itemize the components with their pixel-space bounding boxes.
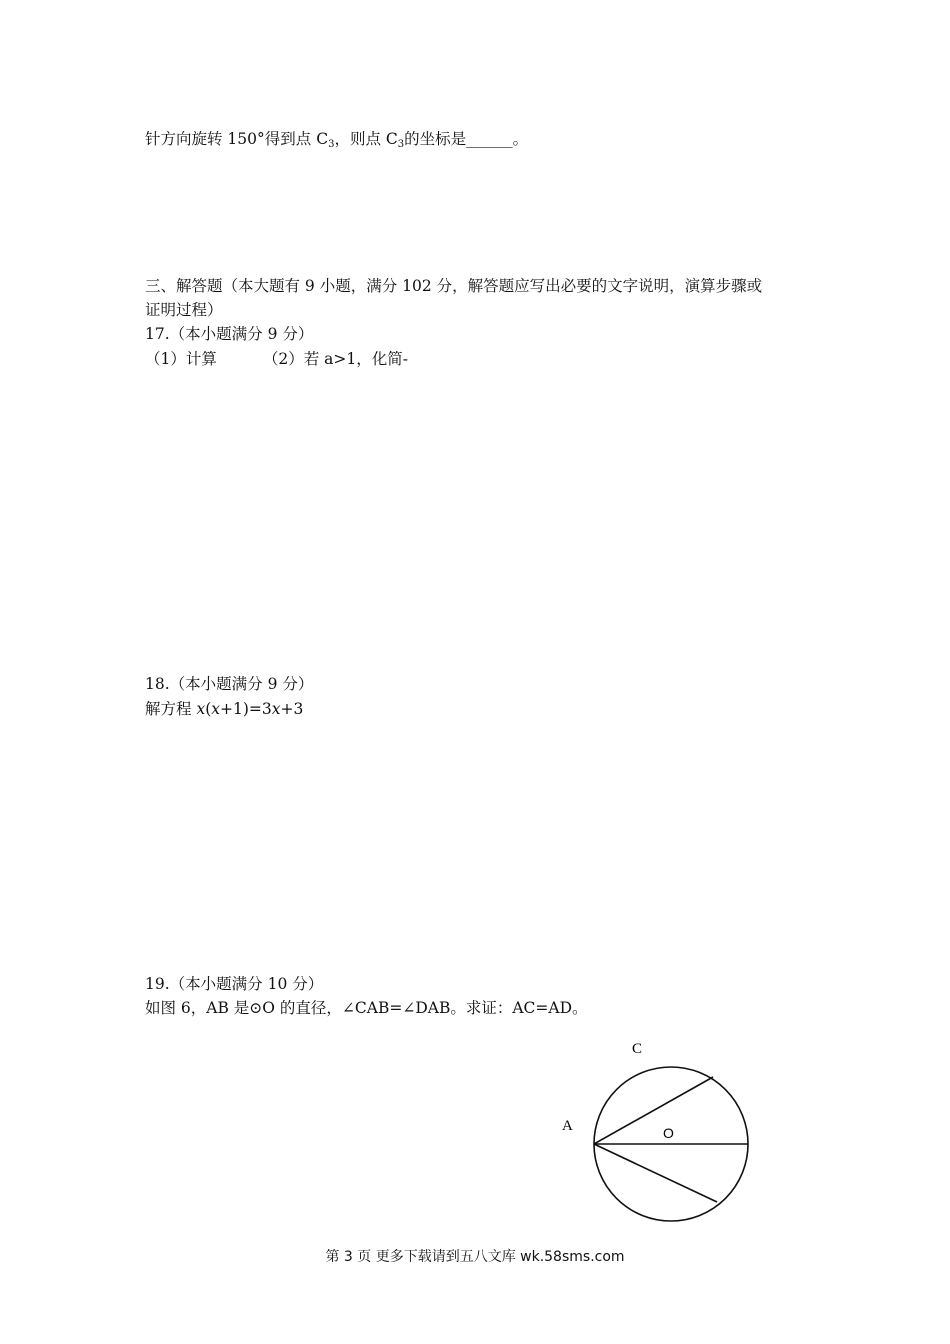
q17-part2: （2）若 a>1，化简- xyxy=(262,350,408,368)
q18-header: 18.（本小题满分 9 分） xyxy=(145,675,314,693)
label-c: C xyxy=(632,1041,643,1057)
answer-blank: ______ xyxy=(466,130,513,148)
section3-heading-line1: 三、解答题（本大题有 9 小题，满分 102 分，解答题应写出必要的文字说明，演算步骤或 xyxy=(145,277,763,295)
q16-continuation: 针方向旋转 150°得到点 $C_3$，则点 $C_3$的坐标是______。 xyxy=(145,130,529,150)
q17-header: 17.（本小题满分 9 分） xyxy=(145,325,314,343)
q17-parts xyxy=(145,349,408,369)
section3-heading-line2: 证明过程） xyxy=(145,301,223,319)
label-a: A xyxy=(562,1118,573,1134)
q19-header: 19.（本小题满分 10 分） xyxy=(145,975,324,993)
chord-ac xyxy=(594,1077,713,1144)
page-footer: 第 3 页 更多下载请到五八文库 wk.58sms.com xyxy=(325,1249,625,1265)
circle-figure xyxy=(555,1030,775,1240)
q18-equation: 解方程 x(x+1)=3x+3 xyxy=(145,700,304,718)
q19-text: 如图 6，AB 是⊙O 的直径，∠CAB=∠DAB。求证：AC=AD。 xyxy=(145,999,588,1017)
q17-part1: （1）计算 xyxy=(145,350,217,368)
label-o: O xyxy=(663,1125,674,1141)
